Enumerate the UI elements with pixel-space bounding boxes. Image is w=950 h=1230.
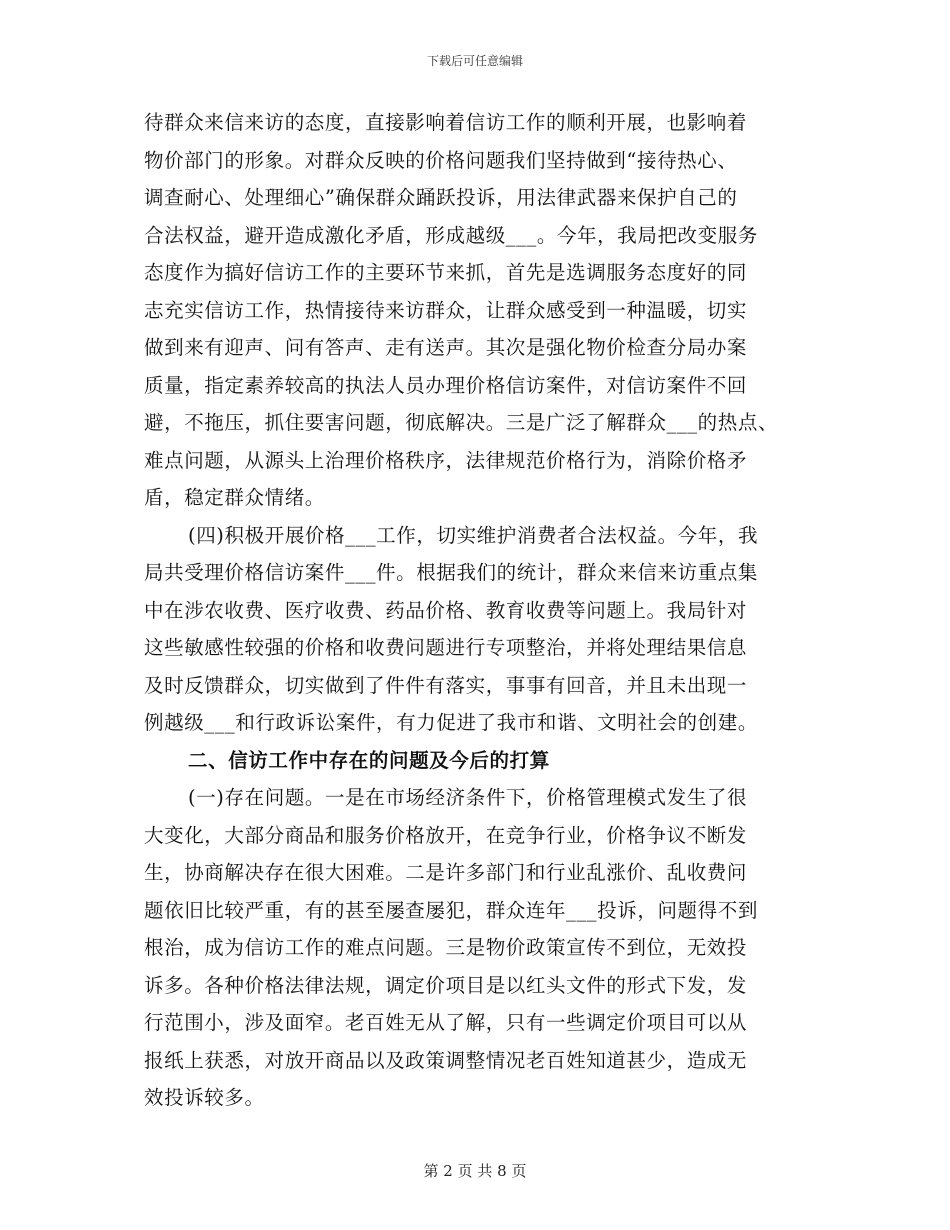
text-line: 及时反馈群众，切实做到了件件有落实，事事有回音，并且未出现一 [144,673,748,697]
text-line: 态度作为搞好信访工作的主要环节来抓，首先是选调服务态度好的同 [144,261,748,284]
text-line: 生，协商解决存在很大困难。二是许多部门和行业乱涨价、乱收费问 [144,861,748,884]
text-line: 例越级___和行政诉讼案件，有力促进了我市和谐、文明社会的创建。 [144,711,758,734]
text-line: 避，不拖压，抓住要害问题，彻底解决。三是广泛了解群众___的热点、 [144,411,779,434]
text-line: 合法权益，避开造成激化矛盾，形成越级___。今年，我局把改变服务 [144,223,758,247]
text-line: 调查耐心、处理细心”确保群众踊跃投诉，用法律武器来保护自己的 [144,186,738,209]
text-line: 做到来有迎声、问有答声、走有送声。其次是强化物价检查分局办案 [144,336,748,359]
section-heading: 二、信访工作中存在的问题及今后的打算 [188,748,550,772]
text-line: 待群众来信来访的态度，直接影响着信访工作的顺利开展，也影响着 [144,111,748,134]
text-line: 盾，稳定群众情绪。 [144,486,325,509]
text-line: 行范围小，涉及面窄。老百姓无从了解，只有一些调定价项目可以从 [144,1011,748,1034]
text-line: 效投诉较多。 [144,1086,265,1109]
text-line: (四)积极开展价格___工作，切实维护消费者合法权益。今年，我 [188,523,759,547]
text-line: 这些敏感性较强的价格和收费问题进行专项整治，并将处理结果信息 [144,636,748,659]
text-line: 报纸上获悉，对放开商品以及政策调整情况老百姓知道甚少，造成无 [144,1048,748,1072]
text-line: 根治，成为信访工作的难点问题。三是物价政策宣传不到位，无效投 [144,936,748,959]
text-line: 物价部门的形象。对群众反映的价格问题我们坚持做到“接待热心、 [144,148,738,172]
text-line: 质量，指定素养较高的执法人员办理价格信访案件，对信访案件不回 [144,373,748,397]
text-line: (一)存在问题。一是在市场经济条件下，价格管理模式发生了很 [188,786,748,809]
text-line: 诉多。各种价格法律法规，调定价项目是以红头文件的形式下发，发 [144,973,748,997]
text-line: 局共受理价格信访案件___件。根据我们的统计，群众来信来访重点集 [144,561,758,584]
text-line: 中在涉农收费、医疗收费、药品价格、教育收费等问题上。我局针对 [144,598,748,622]
document-body [144,104,824,1117]
text-line: 难点问题，从源头上治理价格秩序，法律规范价格行为，消除价格矛 [144,448,748,472]
page-header-note: 下载后可任意编辑 [426,54,523,68]
text-line: 志充实信访工作，热情接待来访群众，让群众感受到一种温暖，切实 [144,298,748,322]
page-number: 第 2 页 共 8 页 [423,1162,527,1180]
text-line: 题依旧比较严重，有的甚至屡查屡犯，群众连年___投诉，问题得不到 [144,898,758,922]
text-line: 大变化，大部分商品和服务价格放开，在竞争行业，价格争议不断发 [144,823,748,847]
